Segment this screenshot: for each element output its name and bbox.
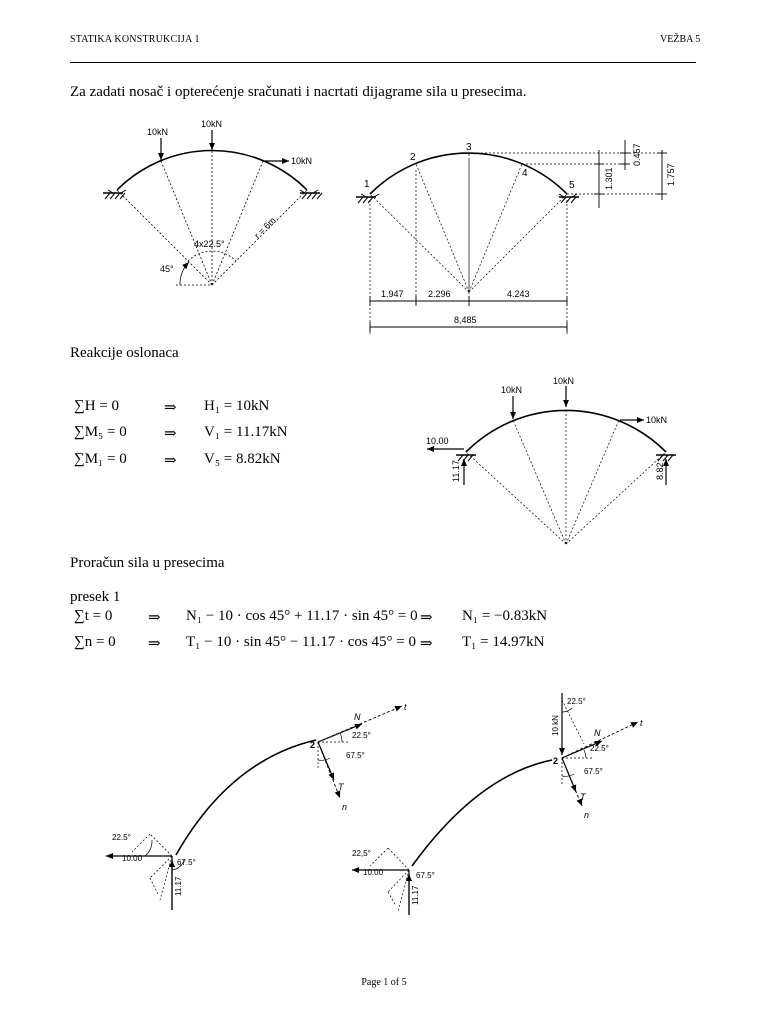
force-eq-2-mid: T₁ − 10 · sin 45° − 11.17 · cos 45° = 0 <box>186 634 416 650</box>
reaction-load-2: 10kN <box>553 376 575 386</box>
fbd-left-T-label: T <box>338 782 344 792</box>
point-2: 2 <box>410 152 416 163</box>
fbd-left-N-label: N <box>354 712 361 722</box>
reactions-figure <box>426 376 676 544</box>
dim-1301: 1.301 <box>604 167 614 190</box>
fbd-left-angle-bottom-1: 22.5° <box>112 833 131 842</box>
dim-2296: 2.296 <box>428 289 451 299</box>
reaction-v1: 11.17 <box>451 460 461 482</box>
support-left <box>103 190 126 199</box>
fbd-right-n-axis: n <box>584 810 590 820</box>
dim-1947: 1.947 <box>381 289 404 299</box>
fbd-right-h-label: 10.00 <box>363 868 384 877</box>
force-eq-1-mid: N₁ − 10 · cos 45° + 11.17 · sin 45° = 0 <box>186 608 418 624</box>
force-eq-1-arrow2: ⇒ <box>420 610 433 626</box>
support-left-2 <box>356 194 379 203</box>
fbd-right-load-label: 10 kN <box>551 715 560 736</box>
load-label-3: 10kN <box>291 156 313 166</box>
radius-label: r = 6m <box>252 215 278 241</box>
fbd-right-angle-top-2: 22.5° <box>590 744 609 753</box>
svg-text:2: 2 <box>553 756 559 766</box>
fbd-left <box>106 702 407 910</box>
header-course-title: STATIKA KONSTRUKCIJA 1 <box>70 34 200 45</box>
intro-text: Za zadati nosač i opterećenje sračunati i nacrtati dijagrame sila u presecima. <box>70 84 527 100</box>
dim-8485: 8,485 <box>454 315 477 325</box>
svg-text:2: 2 <box>310 740 316 750</box>
reaction-eq-1-rhs: H₁ = 10kN <box>204 398 270 414</box>
point-4: 4 <box>522 168 528 179</box>
fbd-right-N-label: N <box>594 728 601 738</box>
force-eq-2-arrow1: ⇒ <box>148 636 161 652</box>
section-forces-heading: Proračun sila u presecima <box>70 555 225 571</box>
point-1: 1 <box>364 179 370 190</box>
support-right-2 <box>559 194 579 203</box>
support-left-3 <box>456 455 476 461</box>
force-eq-1-arrow1: ⇒ <box>148 610 161 626</box>
force-eq-1-lhs: ∑t = 0 <box>74 608 113 624</box>
support-angle-label: 45° <box>160 264 174 274</box>
reaction-eq-1-lhs: ∑H = 0 <box>74 398 119 414</box>
fbd-right-angle-top-1: 22.5° <box>567 697 586 706</box>
page-footer: Page 1 of 5 <box>361 977 407 988</box>
dim-0457: 0.457 <box>632 143 642 166</box>
dim-1757: 1.757 <box>666 163 676 186</box>
force-eq-2-rhs: T₁ = 14.97kN <box>462 634 545 650</box>
fbd-right-v-label: 11.17 <box>411 885 420 905</box>
reaction-eq-2-lhs: ∑M₅ = 0 <box>74 424 127 440</box>
fbd-left-angle-top-1: 22.5° <box>352 731 371 740</box>
fbd-right-t-axis: t <box>640 718 643 728</box>
reaction-eq-3-rhs: V₅ = 8.82kN <box>204 451 281 467</box>
support-right <box>300 190 322 199</box>
fbd-left-n-axis: n <box>342 802 348 812</box>
load-label-2: 10kN <box>201 119 223 129</box>
fbd-left-v-label: 11.17 <box>174 876 183 896</box>
dim-4243: 4.243 <box>507 289 530 299</box>
force-eq-2-arrow2: ⇒ <box>420 636 433 652</box>
reaction-eq-3-arrow: ⇒ <box>164 453 177 469</box>
fbd-left-t-axis: t <box>404 702 407 712</box>
fbd-right-angle-bottom-2: 67.5° <box>416 871 435 880</box>
arch-figure-1 <box>103 119 322 285</box>
reaction-load-3: 10kN <box>646 415 668 425</box>
radial-lines <box>117 151 307 285</box>
fbd-left-angle-top-2: 67.5° <box>346 751 365 760</box>
reaction-load-1: 10kN <box>501 385 523 395</box>
section-1-subheading: presek 1 <box>70 589 121 605</box>
load-label-1: 10kN <box>147 127 169 137</box>
reaction-v5: 8.82 <box>655 462 665 480</box>
reactions-heading: Reakcije oslonaca <box>70 345 179 361</box>
arch-figure-2 <box>356 140 676 335</box>
fbd-right-T-label: T <box>580 792 586 802</box>
angle-division-label: 4x22.5° <box>194 239 225 249</box>
fbd-left-h-label: 10.00 <box>122 854 143 863</box>
fbd-right-angle-top-3: 67.5° <box>584 767 603 776</box>
reaction-eq-3-lhs: ∑M₁ = 0 <box>74 451 127 467</box>
arch-curve-2 <box>370 153 567 194</box>
fbd-right-angle-bottom-1: 22,5° <box>352 849 371 858</box>
reaction-eq-2-arrow: ⇒ <box>164 426 177 442</box>
force-eq-1-rhs: N₁ = −0.83kN <box>462 608 548 624</box>
point-3: 3 <box>466 142 472 153</box>
fbd-right <box>352 693 643 915</box>
force-eq-2-lhs: ∑n = 0 <box>74 634 116 650</box>
point-5: 5 <box>569 180 575 191</box>
reaction-h1: 10.00 <box>426 436 449 446</box>
fbd-left-angle-bottom-2: 67.5° <box>177 858 196 867</box>
header-exercise-number: VEŽBA 5 <box>660 34 701 45</box>
reaction-eq-1-arrow: ⇒ <box>164 400 177 416</box>
reaction-eq-2-rhs: V₁ = 11.17kN <box>204 424 288 440</box>
